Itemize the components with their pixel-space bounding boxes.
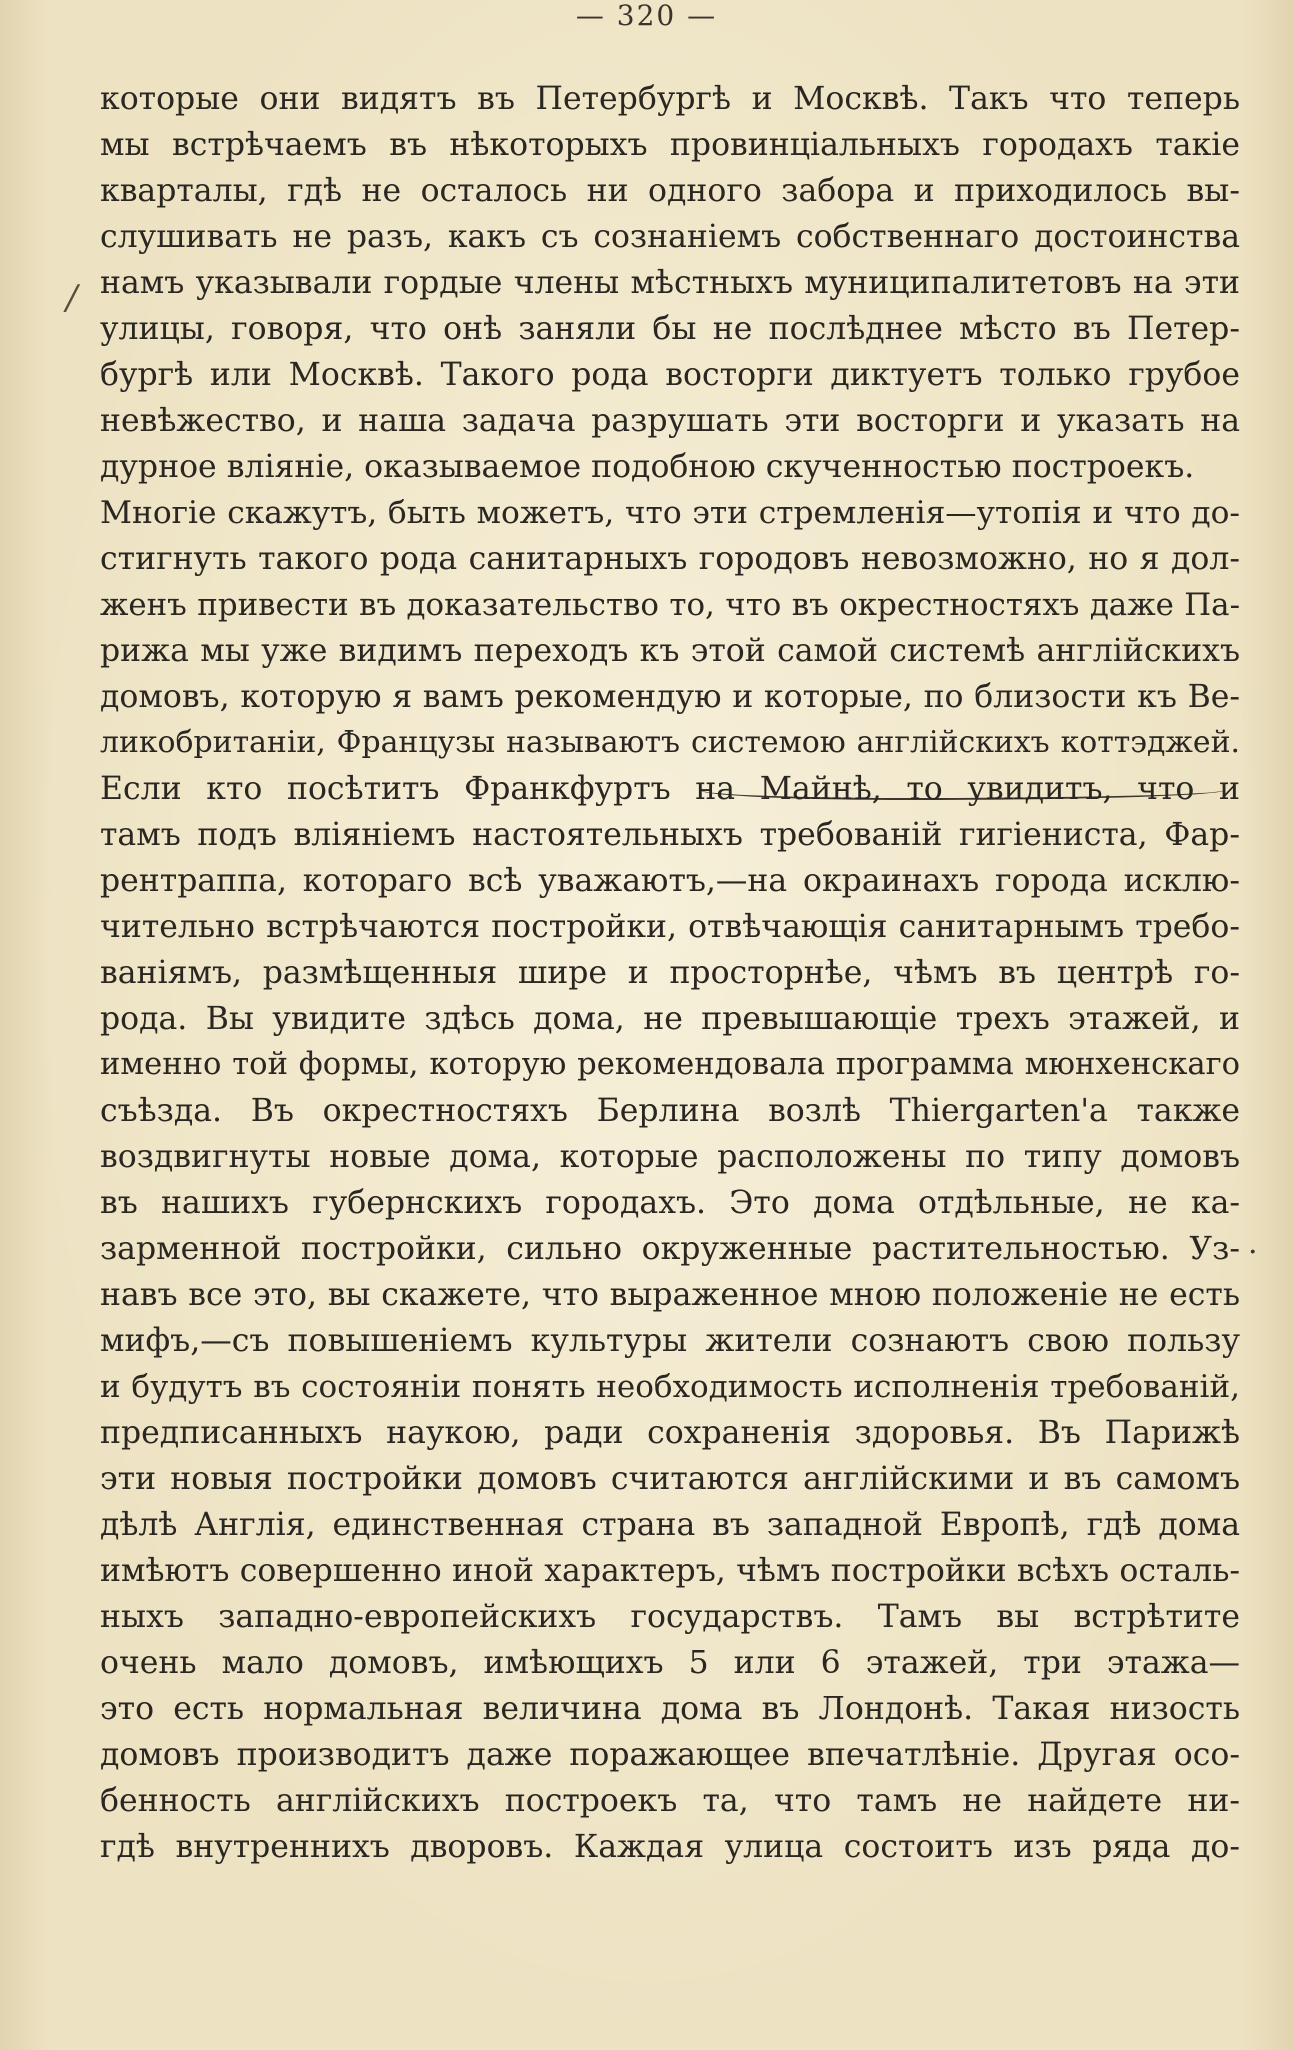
text-line: невѣжество, и наша задача разрушать эти восторги и указать на <box>100 403 1240 439</box>
text-line: которые они видятъ въ Петербургѣ и Москвѣ. Такъ что теперь <box>100 81 1240 117</box>
text-line: предписанныхъ наукою, ради сохраненія здоровья. Въ Парижѣ <box>100 1415 1240 1451</box>
text-line: имѣютъ совершенно иной характеръ, чѣмъ постройки всѣхъ осталь- <box>100 1553 1240 1589</box>
text-line: и будутъ въ состояніи понять необходимость исполненія требованій, <box>100 1369 1240 1405</box>
text-line: именно той формы, которую рекомендовала программа мюнхенскаго <box>100 1047 1240 1082</box>
text-line: Если кто посѣтитъ Франкфуртъ на Майнѣ, то увидитъ, что и <box>100 771 1240 807</box>
text-line: очень мало домовъ, имѣющихъ 5 или 6 этажей, три этажа— <box>100 1645 1240 1681</box>
text-line: рода. Вы увидите здѣсь дома, не превышающіе трехъ этажей, и <box>100 1001 1240 1037</box>
text-line: ликобританіи, Французы называютъ системою англійскихъ коттэджей. <box>100 725 1240 760</box>
text-line: чительно встрѣчаются постройки, отвѣчающія санитарнымъ требо- <box>100 909 1240 945</box>
text-line: рижа мы уже видимъ переходъ къ этой самой системѣ англійскихъ <box>100 633 1240 669</box>
text-line: эти новыя постройки домовъ считаются англійскими и въ самомъ <box>100 1461 1240 1497</box>
text-line: слушивать не разъ, какъ съ сознаніемъ собственнаго достоинства <box>100 219 1240 255</box>
text-line: въ нашихъ губернскихъ городахъ. Это дома отдѣльные, не ка- <box>100 1185 1240 1221</box>
text-line: бенность англійскихъ построекъ та, что тамъ не найдете ни- <box>100 1783 1240 1819</box>
text-line: навъ все это, вы скажете, что выраженное мною положеніе не есть <box>100 1277 1240 1313</box>
text-line: тамъ подъ вліяніемъ настоятельныхъ требованій гигіениста, Фар- <box>100 817 1240 853</box>
page-number: — 320 — <box>575 0 718 32</box>
text-line: улицы, говоря, что онѣ заняли бы не послѣднее мѣсто въ Петер- <box>100 311 1240 347</box>
body-text <box>100 76 1240 1870</box>
text-line: это есть нормальная величина дома въ Лондонѣ. Такая низость <box>100 1691 1240 1727</box>
text-line: домовъ производитъ даже поражающее впечатлѣніе. Другая осо- <box>100 1737 1240 1773</box>
text-line: рентраппа, котораго всѣ уважаютъ,—на окраинахъ города исклю- <box>100 863 1240 899</box>
text-line: Многіе скажутъ, быть можетъ, что эти стремленія—утопія и что до- <box>100 495 1240 531</box>
text-line: стигнуть такого рода санитарныхъ городовъ невозможно, но я дол- <box>100 541 1240 577</box>
text-line: гдѣ внутреннихъ дворовъ. Каждая улица состоитъ изъ ряда до- <box>100 1829 1240 1865</box>
margin-dot: . <box>1248 1226 1258 1261</box>
text-line: съѣзда. Въ окрестностяхъ Берлина возлѣ Thiergarten'а также <box>100 1093 1240 1129</box>
text-line: дурное вліяніе, оказываемое подобною скученностью построекъ. <box>100 449 1195 485</box>
margin-pencil-mark: / <box>66 278 78 318</box>
text-line: ныхъ западно-европейскихъ государствъ. Тамъ вы встрѣтите <box>100 1599 1240 1635</box>
text-line: зарменной постройки, сильно окруженные растительностью. Уз- <box>100 1231 1240 1267</box>
text-line: мы встрѣчаемъ въ нѣкоторыхъ провинціальныхъ городахъ такіе <box>100 127 1240 163</box>
text-line: мифъ,—съ повышеніемъ культуры жители сознаютъ свою пользу <box>100 1323 1240 1359</box>
text-line: бургѣ или Москвѣ. Такого рода восторги диктуетъ только грубое <box>100 357 1240 393</box>
text-line: кварталы, гдѣ не осталось ни одного забора и приходилось вы- <box>100 173 1240 209</box>
text-line: домовъ, которую я вамъ рекомендую и которые, по близости къ Ве- <box>100 679 1240 715</box>
text-line: ваніямъ, размѣщенныя шире и просторнѣе, чѣмъ въ центрѣ го- <box>100 955 1240 991</box>
text-line: дѣлѣ Англія, единственная страна въ западной Европѣ, гдѣ дома <box>100 1507 1240 1543</box>
text-line: намъ указывали гордые члены мѣстныхъ муниципалитетовъ на эти <box>100 265 1240 301</box>
text-line: женъ привести въ доказательство то, что въ окрестностяхъ даже Па- <box>100 587 1240 623</box>
text-line: воздвигнуты новые дома, которые расположены по типу домовъ <box>100 1139 1240 1175</box>
